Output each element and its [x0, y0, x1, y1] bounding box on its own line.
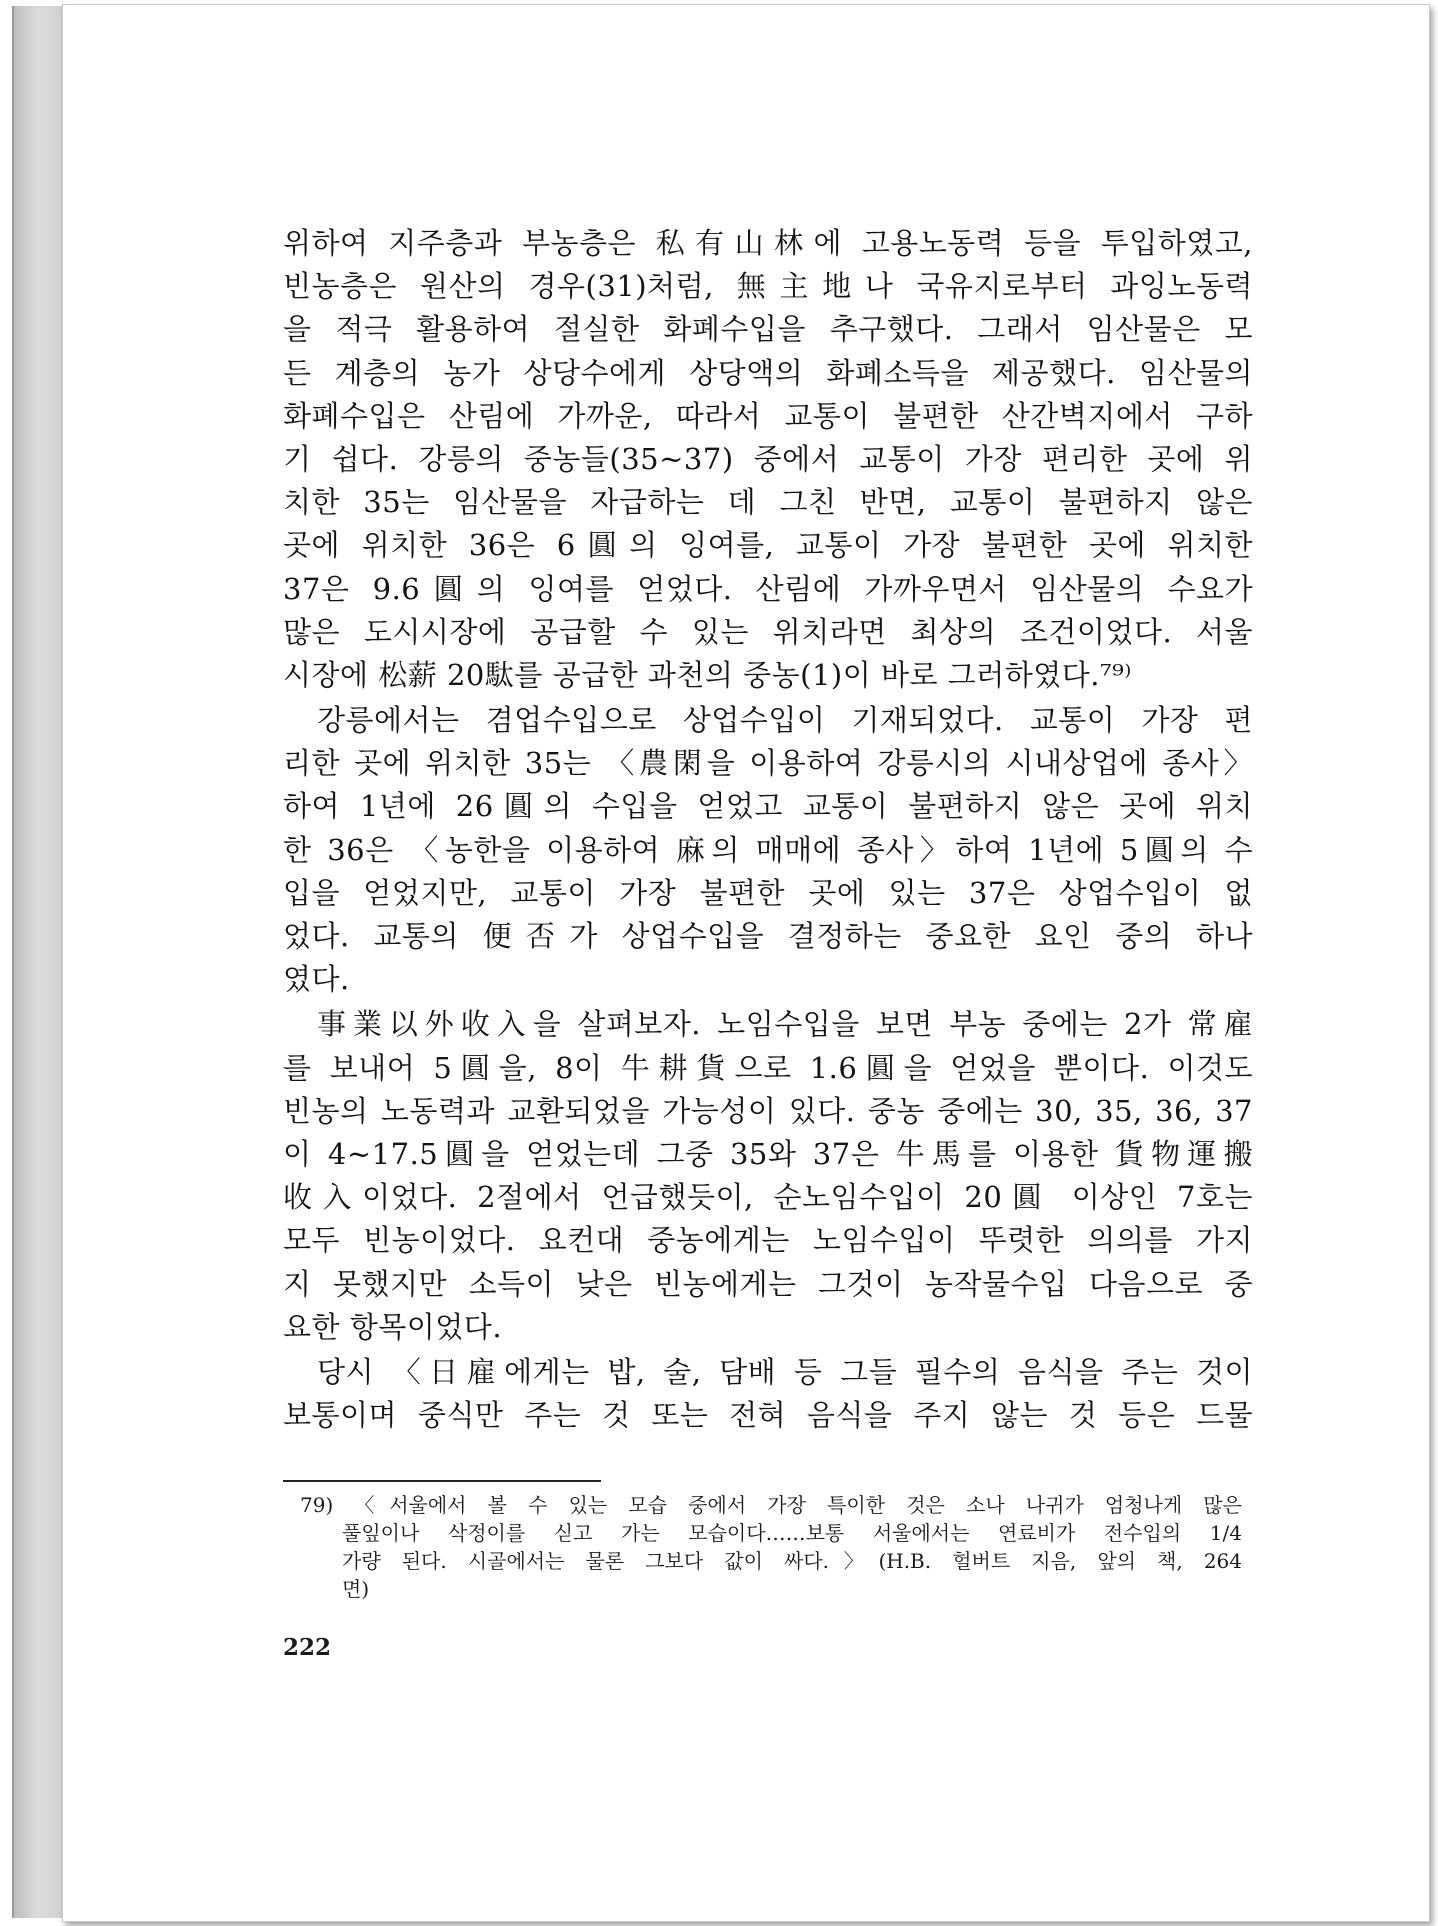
text-line: 요한 항목이었다.: [283, 1309, 503, 1344]
text-line: 였다.: [283, 962, 350, 997]
text-line: 를 보내어 5圓을, 8이 牛耕貨으로 1.6圓을 얻었을 뿐이다. 이것도: [283, 1050, 1253, 1085]
text-line: 한 36은 〈농한을 이용하여 麻의 매매에 종사〉하여 1년에 5圓의 수: [283, 832, 1253, 867]
text-line: 을 적극 활용하여 절실한 화폐수입을 추구했다. 그래서 임산물은 모: [283, 312, 1253, 347]
text-line: 지 못했지만 소득이 낮은 빈농에게는 그것이 농작물수입 다음으로 중: [283, 1266, 1253, 1301]
text-line: 기 쉽다. 강릉의 중농들(35~37) 중에서 교통이 가장 편리한 곳에 위: [283, 441, 1253, 476]
footnote-line: 면): [342, 1577, 370, 1601]
text-line: 화폐수입은 산림에 가까운, 따라서 교통이 불편한 산간벽지에서 구하: [283, 398, 1253, 433]
text-line: 당시 〈日雇에게는 밥, 술, 담배 등 그들 필수의 음식을 주는 것이: [317, 1354, 1253, 1389]
text-line: 보통이며 중식만 주는 것 또는 전혀 음식을 주지 않는 것 등은 드물: [283, 1398, 1253, 1433]
paragraph-1: [283, 222, 1253, 697]
footnote-line: 가량 된다. 시골에서는 물론 그보다 값이 싸다.〉(H.B. 헐버트 지음, 앞의 책, 264: [342, 1549, 1242, 1573]
text-line: 37은 9.6圓의 잉여를 얻었다. 산림에 가까우면서 임산물의 수요가: [283, 571, 1253, 606]
text-line: 이 4~17.5圓을 얻었는데 그중 35와 37은 牛馬를 이용한 貨物運搬: [283, 1136, 1253, 1171]
text-line: 치한 35는 임산물을 자급하는 데 그친 반면, 교통이 불편하지 않은: [283, 485, 1253, 520]
text-line: 었다. 교통의 便否가 상업수입을 결정하는 중요한 요인 중의 하나: [283, 919, 1253, 953]
text-line: 하여 1년에 26圓의 수입을 얻었고 교통이 불편하지 않은 곳에 위치: [283, 789, 1253, 824]
text-line: 빈농의 노동력과 교환되었을 가능성이 있다. 중농 중에는 30, 35, 36, 37: [283, 1093, 1253, 1128]
page-number: 222: [283, 1634, 332, 1661]
text-line: 든 계층의 농가 상당수에게 상당액의 화폐소득을 제공했다. 임산물의: [283, 355, 1253, 390]
text-line: 많은 도시시장에 공급할 수 있는 위치라면 최상의 조건이었다. 서울: [283, 614, 1253, 649]
footnote-divider: [283, 1480, 601, 1482]
book-edge: [12, 6, 68, 1918]
text-line: 시장에 松薪 20駄를 공급한 과천의 중농(1)이 바로 그러하였다.⁷⁹⁾: [283, 657, 1132, 692]
text-line: 곳에 위치한 36은 6圓의 잉여를, 교통이 가장 불편한 곳에 위치한: [283, 528, 1253, 563]
footnote-line: 풀잎이나 삭정이를 싣고 가는 모습이다……보통 서울에서는 연료비가 전수입의 1/4: [342, 1521, 1242, 1545]
text-line: 收入이었다. 2절에서 언급했듯이, 순노임수입이 20圓 이상인 7호는: [283, 1180, 1253, 1215]
footnote-line: 79) 〈서울에서 볼 수 있는 모습 중에서 가장 특이한 것은 소나 나귀가 엄청나게 많은: [300, 1493, 1242, 1517]
text-line: 위하여 지주층과 부농층은 私有山林에 고용노동력 등을 투입하였고,: [283, 226, 1253, 260]
text-line: 모두 빈농이었다. 요컨대 중농에게는 노임수입이 뚜렷한 의의를 가지: [283, 1223, 1253, 1258]
paragraph-3: [283, 1003, 1253, 1349]
footnote: [300, 1491, 1242, 1603]
text-line: 事業以外收入을 살펴보자. 노임수입을 보면 부농 중에는 2가 常雇: [317, 1007, 1253, 1042]
text-line: 강릉에서는 겸업수입으로 상업수입이 기재되었다. 교통이 가장 편: [317, 703, 1253, 738]
text-line: 빈농층은 원산의 경우(31)처럼, 無主地나 국유지로부터 과잉노동력: [283, 269, 1253, 304]
page-body: [283, 222, 1253, 1439]
paragraph-4: [283, 1351, 1253, 1437]
paragraph-2: [283, 699, 1253, 1001]
text-line: 입을 얻었지만, 교통이 가장 불편한 곳에 있는 37은 상업수입이 없: [283, 875, 1253, 910]
text-line: 리한 곳에 위치한 35는 〈農閑을 이용하여 강릉시의 시내상업에 종사〉: [283, 746, 1253, 781]
